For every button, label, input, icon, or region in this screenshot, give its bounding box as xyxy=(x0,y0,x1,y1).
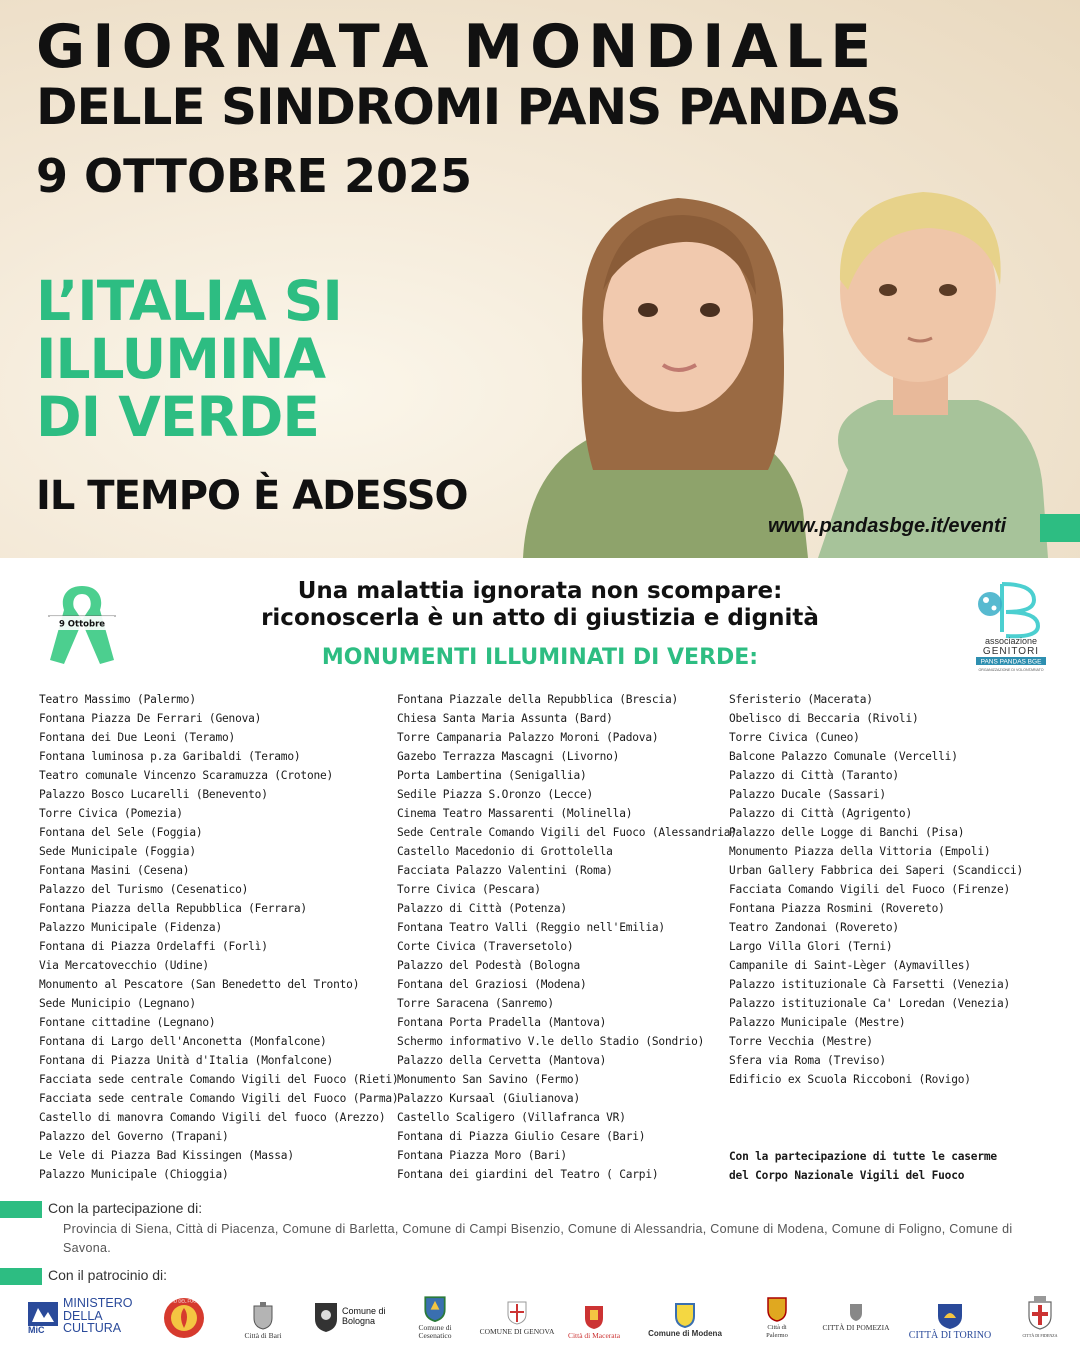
monument-item: Fontana Masini (Cesena) xyxy=(39,864,190,877)
crest-icon xyxy=(848,1302,864,1322)
monument-item: Palazzo Municipale (Fidenza) xyxy=(39,921,222,934)
association-logo-line: associazione xyxy=(984,636,1038,646)
monument-item: Fontana Teatro Valli (Reggio nell'Emilia) xyxy=(397,921,665,934)
hero-banner xyxy=(0,0,1080,558)
monument-item: Campanile di Saint-Lèger (Aymavilles) xyxy=(729,959,971,972)
association-logo-line: PANS PANDAS BGE xyxy=(980,658,1042,666)
modena-logo xyxy=(648,1296,722,1338)
macerata-logo xyxy=(566,1296,622,1340)
mic-label: MiC xyxy=(28,1325,45,1334)
monument-item: Fontana Piazza De Ferrari (Genova) xyxy=(39,712,262,725)
monument-item: Fontana di Piazza Unità d'Italia (Monfalcone) xyxy=(39,1054,334,1067)
monument-item: Palazzo Ducale (Sassari) xyxy=(729,788,886,801)
fidenza-caption: CITTÀ DI FIDENZA xyxy=(1022,1333,1058,1338)
monument-item: Palazzo di Città (Potenza) xyxy=(397,902,567,915)
monument-item: Torre Campanaria Palazzo Moroni (Padova) xyxy=(397,731,659,744)
monument-item: Via Mercatovecchio (Udine) xyxy=(39,959,209,972)
pomezia-logo xyxy=(822,1296,890,1332)
monument-item: Palazzo del Governo (Trapani) xyxy=(39,1130,229,1143)
monument-item: Corte Civica (Traversetolo) xyxy=(397,940,574,953)
tagline-line-2: riconoscerla è un atto di giustizia e dignità xyxy=(261,605,819,631)
monuments-column-1 xyxy=(39,690,398,1184)
monument-item: Fontana di Piazza Giulio Cesare (Bari) xyxy=(397,1130,646,1143)
participation-bar xyxy=(0,1201,42,1218)
monument-item: Sede Centrale Comando Vigili del Fuoco (Alessandria) xyxy=(397,826,737,839)
ministero-line: DELLA xyxy=(63,1308,103,1323)
monument-item: Le Vele di Piazza Bad Kissingen (Massa) xyxy=(39,1149,294,1162)
ministero-line: MINISTERO xyxy=(63,1296,133,1311)
monument-item: Fontana del Sele (Foggia) xyxy=(39,826,203,839)
monument-item: Torre Civica (Cuneo) xyxy=(729,731,860,744)
patronage-bar xyxy=(0,1268,42,1285)
participation-text: Provincia di Siena, Città di Piacenza, Comune di Barletta, Comune di Campi Bisenzio, Comune di Alessandria, Comune di Modena, Comune di Foligno, Comune di Savona. xyxy=(63,1222,1013,1255)
fidenza-logo xyxy=(1018,1294,1062,1340)
monument-item: Teatro Zandonai (Rovereto) xyxy=(729,921,899,934)
vigili-emblem-icon xyxy=(162,1296,206,1340)
torino-caption: CITTÀ DI TORINO xyxy=(908,1330,992,1341)
monument-item: Palazzo Municipale (Chioggia) xyxy=(39,1168,229,1181)
monument-item: Fontana dei Due Leoni (Teramo) xyxy=(39,731,236,744)
monument-item: Fontana del Graziosi (Modena) xyxy=(397,978,587,991)
ministero-line: CULTURA xyxy=(63,1321,122,1336)
crest-icon xyxy=(766,1294,788,1322)
bari-logo xyxy=(238,1296,288,1340)
monument-item: Palazzo istituzionale Cà Farsetti (Venezia) xyxy=(729,978,1011,991)
monument-item: Monumento Piazza della Vittoria (Empoli) xyxy=(729,845,991,858)
monument-item: Palazzo del Turismo (Cesenatico) xyxy=(39,883,249,896)
monument-item: Palazzo di Città (Agrigento) xyxy=(729,807,912,820)
participation-label: Con la partecipazione di: xyxy=(48,1200,203,1216)
green-headline-line: ILLUMINA xyxy=(36,327,326,391)
ministero-emblem-icon xyxy=(26,1298,60,1334)
association-logo-line: ORGANIZZAZIONE DI VOLONTARIATO xyxy=(978,668,1044,672)
ministero-cultura-logo xyxy=(26,1296,138,1336)
monument-item: Fontana di Piazza Ordelaffi (Forlì) xyxy=(39,940,268,953)
monument-item: Chiesa Santa Maria Assunta (Bard) xyxy=(397,712,613,725)
bologna-logo xyxy=(312,1296,392,1336)
monument-item: Monumento al Pescatore (San Benedetto del Tronto) xyxy=(39,978,360,991)
monument-item: Fontana luminosa p.za Garibaldi (Teramo) xyxy=(39,750,301,763)
cesenatico-logo xyxy=(410,1292,460,1340)
monuments-column-3 xyxy=(729,690,1023,1089)
crest-icon xyxy=(500,1300,534,1326)
vigili-logo-text: VIGILI DEL FUOCO xyxy=(165,1298,203,1304)
tagline-line-1: Una malattia ignorata non scompare: xyxy=(297,578,783,604)
children-photo xyxy=(518,170,1048,558)
crest-icon xyxy=(420,1292,450,1322)
monument-item: Schermo informativo V.le dello Stadio (Sondrio) xyxy=(397,1035,705,1048)
pomezia-caption: CITTÀ DI POMEZIA xyxy=(822,1323,890,1332)
monument-item: Fontana Piazzale della Repubblica (Brescia) xyxy=(397,693,679,706)
monument-item: Castello di manovra Comando Vigili del fuoco (Arezzo) xyxy=(39,1111,386,1124)
crest-icon xyxy=(582,1302,606,1330)
green-headline-line: L’ITALIA SI xyxy=(36,269,342,333)
monument-item: Palazzo Kursaal (Giulianova) xyxy=(397,1092,580,1105)
genova-logo xyxy=(480,1296,554,1336)
monument-item: Facciata Palazzo Valentini (Roma) xyxy=(397,864,613,877)
bologna-caption: Comune di Bologna xyxy=(342,1306,386,1326)
association-logo-line: GENITORI xyxy=(982,646,1040,657)
monument-item: Palazzo di Città (Taranto) xyxy=(729,769,899,782)
monument-item: Castello Scaligero (Villafranca VR) xyxy=(397,1111,626,1124)
monument-item: Obelisco di Beccaria (Rivoli) xyxy=(729,712,919,725)
genova-caption: COMUNE DI GENOVA xyxy=(479,1327,555,1336)
monument-item: Fontana Piazza Rosmini (Rovereto) xyxy=(729,902,945,915)
tagline xyxy=(190,578,890,632)
monument-item: Sede Municipale (Foggia) xyxy=(39,845,196,858)
green-headline-line: DI VERDE xyxy=(36,385,319,449)
macerata-caption: Città di Macerata xyxy=(567,1331,621,1340)
monument-item: Monumento San Savino (Fermo) xyxy=(397,1073,580,1086)
association-logo xyxy=(972,578,1050,672)
event-url[interactable]: www.pandasbge.it/eventi xyxy=(768,515,1007,537)
ribbon-icon xyxy=(44,582,120,668)
monument-item: Torre Vecchia (Mestre) xyxy=(729,1035,873,1048)
monument-item: Edificio ex Scuola Riccoboni (Rovigo) xyxy=(729,1073,971,1086)
monument-item: Sfera via Roma (Treviso) xyxy=(729,1054,886,1067)
torino-logo xyxy=(908,1294,992,1340)
monument-item: Urban Gallery Fabbrica dei Saperi (Scandicci) xyxy=(729,864,1024,877)
green-headline xyxy=(36,269,342,449)
ribbon-label: 9 Ottobre xyxy=(58,619,106,630)
monument-item: Fontana Piazza Moro (Bari) xyxy=(397,1149,567,1162)
crest-icon xyxy=(934,1300,966,1330)
crest-icon xyxy=(252,1302,274,1330)
monument-item: Palazzo della Cervetta (Mantova) xyxy=(397,1054,607,1067)
monument-item: Teatro Massimo (Palermo) xyxy=(39,693,196,706)
monument-item: Porta Lambertina (Senigallia) xyxy=(397,769,587,782)
monument-item: Palazzo Municipale (Mestre) xyxy=(729,1016,906,1029)
title-line-2: DELLE SINDROMI PANS PANDAS xyxy=(36,78,901,136)
monument-item: Largo Villa Glori (Terni) xyxy=(729,940,893,953)
monument-item: Fontana Porta Pradella (Mantova) xyxy=(397,1016,607,1029)
monument-item: Sede Municipio (Legnano) xyxy=(39,997,196,1010)
monument-item: Sedile Piazza S.Oronzo (Lecce) xyxy=(397,788,594,801)
monument-item: Fontane cittadine (Legnano) xyxy=(39,1016,216,1029)
monument-item: Teatro comunale Vincenzo Scaramuzza (Crotone) xyxy=(39,769,334,782)
monument-item: Fontana di Largo dell'Anconetta (Monfalcone) xyxy=(39,1035,327,1048)
monument-item: Fontana Piazza della Repubblica (Ferrara) xyxy=(39,902,307,915)
monument-item: Palazzo istituzionale Ca' Loredan (Venezia) xyxy=(729,997,1011,1010)
bari-caption: Città di Bari xyxy=(244,1331,282,1340)
monument-item: Torre Saracena (Sanremo) xyxy=(397,997,554,1010)
palermo-caption: Città di Palermo xyxy=(766,1324,788,1339)
monument-item: Torre Civica (Pescara) xyxy=(397,883,541,896)
monument-item: Palazzo del Podestà (Bologna xyxy=(397,959,580,972)
slogan: IL TEMPO È ADESSO xyxy=(36,473,468,519)
patronage-label: Con il patrocinio di: xyxy=(48,1267,168,1283)
monument-item: Palazzo delle Logge di Banchi (Pisa) xyxy=(729,826,965,839)
crest-icon xyxy=(313,1299,339,1333)
monument-item: Sferisterio (Macerata) xyxy=(729,693,873,706)
monument-item: Facciata sede centrale Comando Vigili del Fuoco (Rieti) xyxy=(39,1073,399,1086)
patron-logos xyxy=(0,1290,1080,1350)
url-accent-bar xyxy=(1040,514,1080,542)
monument-item: Palazzo Bosco Lucarelli (Benevento) xyxy=(39,788,268,801)
monument-item: Castello Macedonio di Grottolella xyxy=(397,845,613,858)
event-date: 9 OTTOBRE 2025 xyxy=(36,149,472,203)
vigili-note: Con la partecipazione di tutte le caserme del Corpo Nazionale Vigili del Fuoco xyxy=(729,1150,997,1182)
monuments-heading: MONUMENTI ILLUMINATI DI VERDE: xyxy=(321,645,759,670)
modena-caption: Comune di Modena xyxy=(648,1329,722,1338)
crest-icon xyxy=(673,1300,697,1328)
monument-item: Torre Civica (Pomezia) xyxy=(39,807,183,820)
monument-item: Gazebo Terrazza Mascagni (Livorno) xyxy=(397,750,620,763)
monument-item: Facciata sede centrale Comando Vigili del Fuoco (Parma) xyxy=(39,1092,399,1105)
monument-item: Facciata Comando Vigili del Fuoco (Firenze) xyxy=(729,883,1011,896)
title-line-1: GIORNATA MONDIALE xyxy=(36,12,879,82)
palermo-logo xyxy=(756,1294,798,1340)
monuments-column-2 xyxy=(397,690,737,1184)
cesenatico-caption: Comune di Cesenatico xyxy=(418,1323,452,1340)
monument-item: Fontana dei giardini del Teatro ( Carpi) xyxy=(397,1168,659,1181)
vigili-del-fuoco-logo xyxy=(160,1294,208,1340)
monument-item: Balcone Palazzo Comunale (Vercelli) xyxy=(729,750,958,763)
monument-item: Cinema Teatro Massarenti (Molinella) xyxy=(397,807,633,820)
crest-icon xyxy=(1025,1296,1055,1330)
